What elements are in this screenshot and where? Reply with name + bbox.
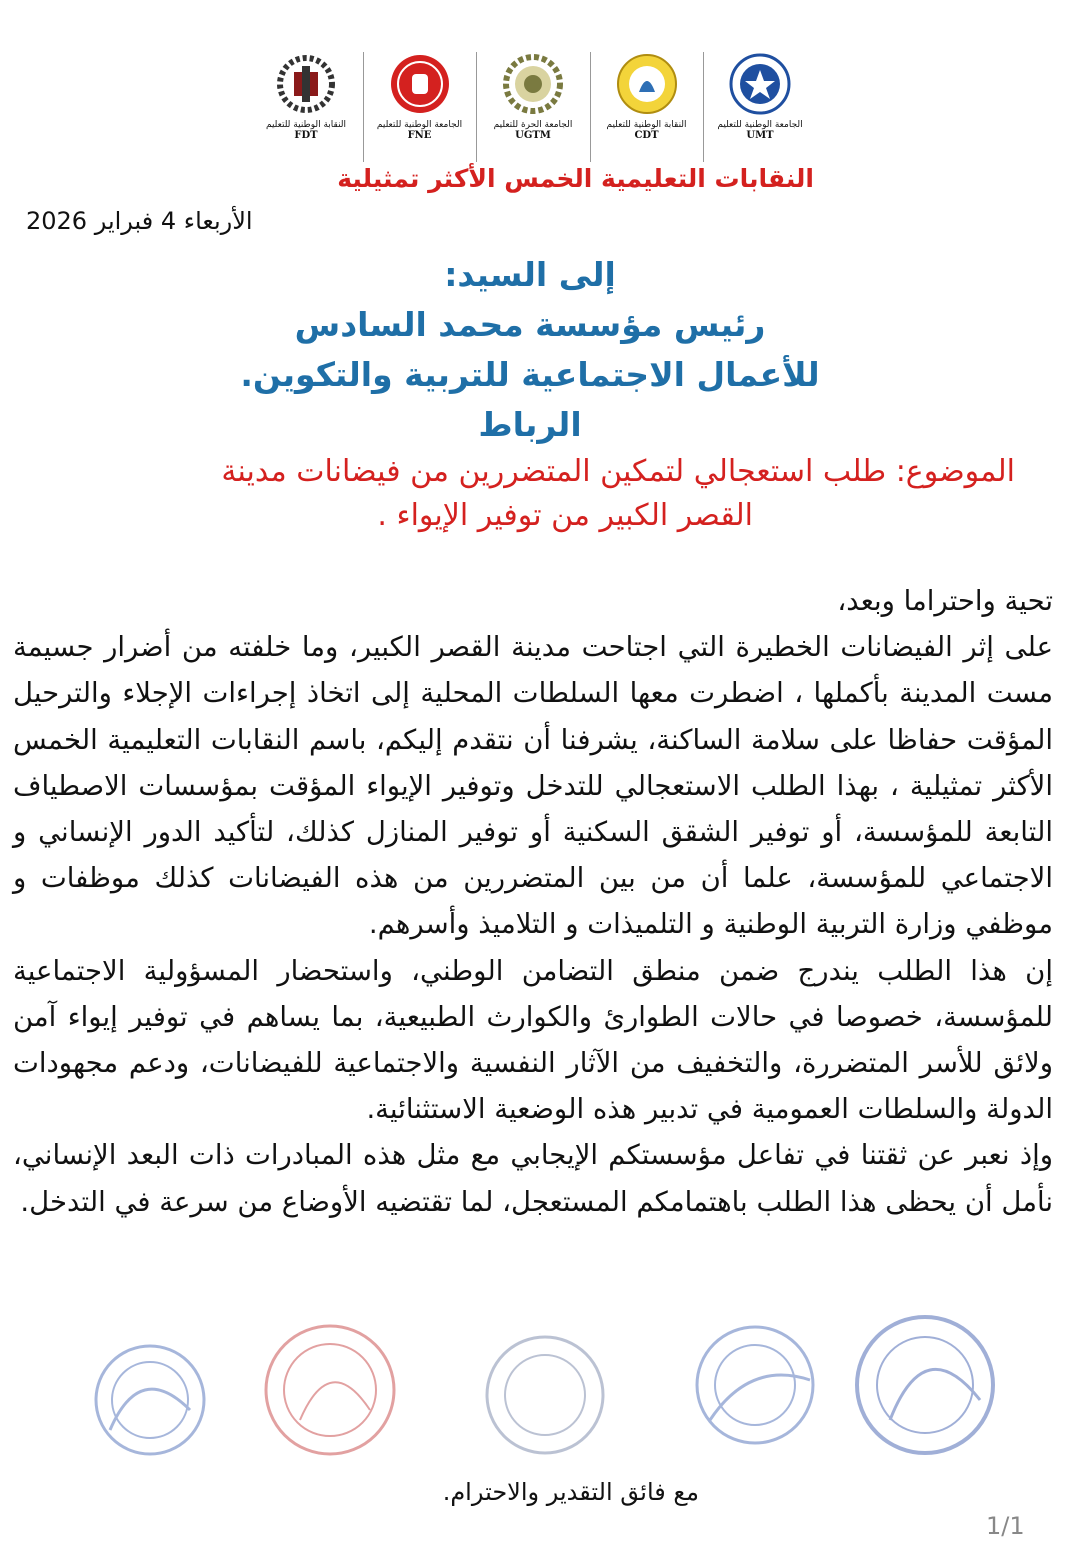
- logo-fdt: [250, 52, 356, 162]
- logo-abbr: FDT: [294, 130, 318, 141]
- letter-body: [13, 578, 1053, 1225]
- logo-ugtm: [476, 52, 583, 162]
- addressee-to: إلى السيد:: [444, 255, 616, 294]
- umt-logo-icon: [728, 52, 792, 116]
- logo-abbr: FNE: [407, 130, 432, 141]
- paragraph-1: على إثر الفيضانات الخطيرة التي اجتاحت مدينة القصر الكبير، وما خلفته من أضرار جسيمة مست المدينة بأكملها ، اضطرت معها السلطات المحلية إلى اتخاذ إجراءات الإجلاء والترحيل المؤقت حفاظا على سلامة الساكنة، يشرفنا أن نتقدم إليكم، باسم النقابات التعليمية الخمس الأكثر تمثيلية ، بهذا الطلب الاستعجالي للتدخل وتوفير الإيواء المؤقت بمؤسسات الاصطياف التابعة للمؤسسة، أو توفير الشقق السكنية أو توفير المنازل كذلك، لتأكيد الدور الإنساني و الاجتماعي للمؤسسة، علما أن من بين المتضررين من هذه الفيضانات كذلك موظفات و موظفي وزارة التربية الوطنية و التلميذات و التلاميذ وأسرهم.: [13, 631, 1053, 941]
- page-indicator: 1/1: [986, 1512, 1025, 1540]
- cdt-logo-icon: [615, 52, 679, 116]
- stamp-blue-2-icon: [690, 1320, 820, 1450]
- stamp-grey-icon: [480, 1330, 610, 1460]
- subject-block: [55, 450, 1015, 538]
- addressee-line2: للأعمال الاجتماعية للتربية والتكوين.: [240, 355, 820, 394]
- logo-abbr: CDT: [634, 130, 659, 141]
- stamp-red-icon: [260, 1320, 400, 1460]
- greeting: تحية واحتراما وبعد،: [837, 585, 1053, 617]
- logo-arabic-name: النقابة الوطنية للتعليم: [265, 120, 347, 130]
- paragraph-3: وإذ نعبر عن ثقتنا في تفاعل مؤسستكم الإيجابي مع مثل هذه المبادرات ذات البعد الإنساني، نأمل أن يحظى هذا الطلب باهتمامكم المستعجل، لما تقتضيه الأوضاع من سرعة في التدخل.: [13, 1139, 1053, 1218]
- logo-cdt: [590, 52, 697, 162]
- paragraph-2: إن هذا الطلب يندرج ضمن منطق التضامن الوطني، واستحضار المسؤولية الاجتماعية للمؤسسة، خصوصا في حالات الطوارئ والكوارث الطبيعية، بما يساهم في توفير إيواء آمن ولائق للأسر المتضررة، والتخفيف من الآثار النفسية والاجتماعية للفيضانات، ودعم مجهودات الدولة والسلطات العمومية في تدبير هذه الوضعية الاستثنائية.: [13, 954, 1053, 1126]
- logo-arabic-name: الجامعة الوطنية للتعليم: [376, 120, 463, 130]
- addressee-city: الرباط: [478, 405, 582, 444]
- subject-line1: الموضوع: طلب استعجالي لتمكين المتضررين من فيضانات مدينة: [221, 454, 1015, 489]
- logo-abbr: UGTM: [515, 130, 551, 141]
- letter-date: الأربعاء 4 فبراير 2026: [26, 207, 253, 235]
- logo-fne: [363, 52, 470, 162]
- stamp-blue-1-icon: [90, 1340, 210, 1460]
- union-logos-row: [250, 52, 810, 162]
- logo-abbr: UMT: [746, 130, 774, 141]
- closing-salutation: مع فائق التقدير والاحترام.: [442, 1478, 699, 1506]
- unions-headline: النقابات التعليمية الخمس الأكثر تمثيلية: [337, 164, 814, 193]
- logo-arabic-name: الجامعة الحرة للتعليم: [493, 120, 573, 130]
- logo-arabic-name: الجامعة الوطنية للتعليم: [717, 120, 803, 130]
- stamps-area: [90, 1300, 1010, 1500]
- addressee-block: [150, 250, 910, 450]
- fne-logo-icon: [388, 52, 452, 116]
- addressee-line1: رئيس مؤسسة محمد السادس: [294, 305, 766, 344]
- fdt-logo-icon: [274, 52, 338, 116]
- logo-arabic-name: النقابة الوطنية للتعليم: [606, 120, 687, 130]
- subject-line2: القصر الكبير من توفير الإيواء .: [377, 498, 753, 533]
- logo-umt: [703, 52, 810, 162]
- stamp-blue-3-icon: [850, 1310, 1000, 1460]
- ugtm-logo-icon: [501, 52, 565, 116]
